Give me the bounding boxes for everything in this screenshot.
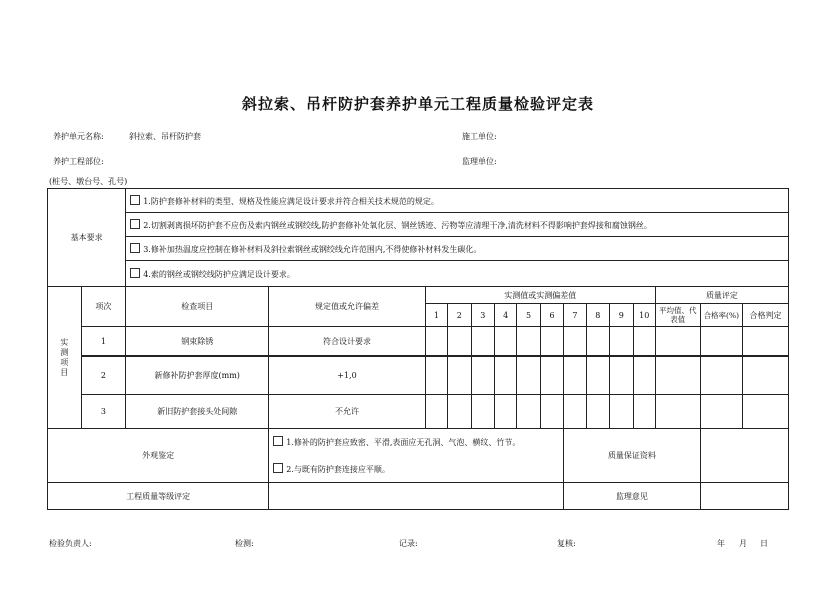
- cell[interactable]: [540, 395, 563, 429]
- checkbox[interactable]: [130, 195, 140, 205]
- col-number: 8: [586, 304, 609, 327]
- col-item-no: 项次: [81, 287, 126, 327]
- page-title: 斜拉索、吊杆防护套养护单元工程质量检验评定表: [241, 95, 594, 113]
- cell[interactable]: [564, 395, 586, 429]
- row-item: 新修补防护套厚度(mm): [126, 357, 269, 395]
- cell[interactable]: [564, 327, 586, 356]
- checker-label: 检测:: [235, 539, 254, 548]
- basic-requirement-4: 4.索的钢丝或钢绞线防护应满足设计要求。: [126, 261, 789, 287]
- cell[interactable]: [540, 357, 563, 395]
- cell[interactable]: [448, 327, 471, 356]
- cell[interactable]: [586, 395, 609, 429]
- cell[interactable]: [633, 357, 655, 395]
- cell[interactable]: [610, 357, 633, 395]
- col-avg: 平均值、代表值: [655, 304, 700, 327]
- checkbox[interactable]: [130, 268, 140, 278]
- day-label: 日: [760, 539, 768, 548]
- cell[interactable]: [517, 395, 540, 429]
- basic-requirement-3: 3.修补加热温度应控制在修补材料及斜拉索钢丝或钢绞线允许范围内,不得使修补材料发生碳化。: [126, 237, 789, 261]
- grade-cell[interactable]: [269, 483, 564, 510]
- part-label: 养护工程部位:: [53, 157, 104, 166]
- col-number: 10: [633, 304, 655, 327]
- col-check-item: 检查项目: [126, 287, 269, 327]
- cell[interactable]: [655, 357, 700, 395]
- col-number: 4: [494, 304, 516, 327]
- year-label: 年: [717, 539, 725, 548]
- cell[interactable]: [540, 327, 563, 356]
- cell[interactable]: [425, 327, 447, 356]
- measured-side-label: 实测项目: [48, 287, 82, 429]
- cell[interactable]: [743, 357, 789, 395]
- col-number: 1: [425, 304, 447, 327]
- basic-requirement-1: 1.防护套修补材料的类型、规格及性能应满足设计要求并符合相关技术规范的规定。: [126, 189, 789, 213]
- cell[interactable]: [586, 327, 609, 356]
- cell[interactable]: [494, 327, 516, 356]
- row-item: 新旧防护套接头处间隙: [126, 395, 269, 429]
- cell[interactable]: [700, 357, 742, 395]
- row-no: 1: [81, 327, 126, 356]
- cell[interactable]: [471, 357, 494, 395]
- cell[interactable]: [448, 357, 471, 395]
- supervision-unit-label: 监理单位:: [462, 157, 497, 166]
- table-row: [48, 357, 789, 395]
- reviewer-label: 复核:: [557, 539, 576, 548]
- table-row: [48, 395, 789, 429]
- row-spec: 不允许: [269, 395, 425, 429]
- supervision-opinion-label: 监理意见: [564, 483, 700, 510]
- col-judge: 合格判定: [743, 304, 789, 327]
- quality-doc-label: 质量保证资料: [564, 429, 700, 483]
- col-measured-group: 实测值或实测偏差值: [425, 287, 655, 304]
- cell[interactable]: [471, 327, 494, 356]
- cell[interactable]: [586, 357, 609, 395]
- row-spec: +1,0: [269, 357, 425, 395]
- appearance-label: 外观鉴定: [48, 429, 269, 483]
- table-row: [48, 327, 789, 356]
- cell[interactable]: [633, 327, 655, 356]
- cell[interactable]: [743, 395, 789, 429]
- checkbox[interactable]: [273, 463, 283, 473]
- appearance-item-1: 1.修补的防护套应致密、平滑,表面应无孔洞、气泡、横纹、竹节。: [269, 429, 541, 456]
- col-number: 6: [540, 304, 563, 327]
- unit-name-label: 养护单元名称:: [53, 132, 104, 141]
- col-number: 7: [564, 304, 586, 327]
- row-no: 2: [81, 357, 126, 395]
- appearance-item-2: 2.与既有防护套连接应平顺。: [269, 456, 541, 483]
- row-spec: 符合设计要求: [269, 327, 425, 356]
- inspector-label: 检验负责人:: [49, 539, 92, 548]
- unit-name-value: 斜拉索、吊杆防护套: [129, 132, 201, 141]
- cell[interactable]: [655, 327, 700, 356]
- checkbox[interactable]: [273, 436, 283, 446]
- recorder-label: 记录:: [399, 539, 418, 548]
- col-number: 5: [517, 304, 540, 327]
- quality-doc-cell[interactable]: [700, 429, 788, 483]
- cell[interactable]: [610, 395, 633, 429]
- cell[interactable]: [743, 327, 789, 356]
- col-rate: 合格率(%): [700, 304, 742, 327]
- row-no: 3: [81, 395, 126, 429]
- cell[interactable]: [517, 357, 540, 395]
- grade-label: 工程质量等级评定: [48, 483, 269, 510]
- checkbox[interactable]: [130, 243, 140, 253]
- col-number: 2: [448, 304, 471, 327]
- cell[interactable]: [564, 357, 586, 395]
- checkbox[interactable]: [130, 219, 140, 229]
- row-item: 钢束除锈: [126, 327, 269, 356]
- col-quality-group: 质量评定: [655, 287, 788, 304]
- pile-label: (桩号、墩台号、孔号): [49, 177, 128, 186]
- month-label: 月: [739, 539, 747, 548]
- cell[interactable]: [494, 395, 516, 429]
- cell[interactable]: [655, 395, 700, 429]
- cell[interactable]: [610, 327, 633, 356]
- construction-unit-label: 施工单位:: [462, 132, 497, 141]
- col-spec: 规定值或允许偏差: [269, 287, 425, 327]
- cell[interactable]: [425, 357, 447, 395]
- cell[interactable]: [700, 327, 742, 356]
- basic-requirement-2: 2.切割剥离损坏防护套不应伤及索内钢丝或钢绞线,防护套修补处氧化层、钢丝锈迹、污物等应清理干净,清洗材料不得影响护套焊接和腐蚀钢丝。: [126, 213, 789, 237]
- cell[interactable]: [700, 395, 742, 429]
- col-number: 9: [610, 304, 633, 327]
- cell[interactable]: [425, 395, 447, 429]
- col-number: 3: [471, 304, 494, 327]
- supervision-opinion-cell[interactable]: [700, 483, 788, 510]
- cell[interactable]: [633, 395, 655, 429]
- inspection-table: [47, 188, 789, 510]
- cell[interactable]: [471, 395, 494, 429]
- basic-requirements-label: 基本要求: [48, 189, 126, 287]
- cell[interactable]: [448, 395, 471, 429]
- cell[interactable]: [517, 327, 540, 356]
- cell[interactable]: [494, 357, 516, 395]
